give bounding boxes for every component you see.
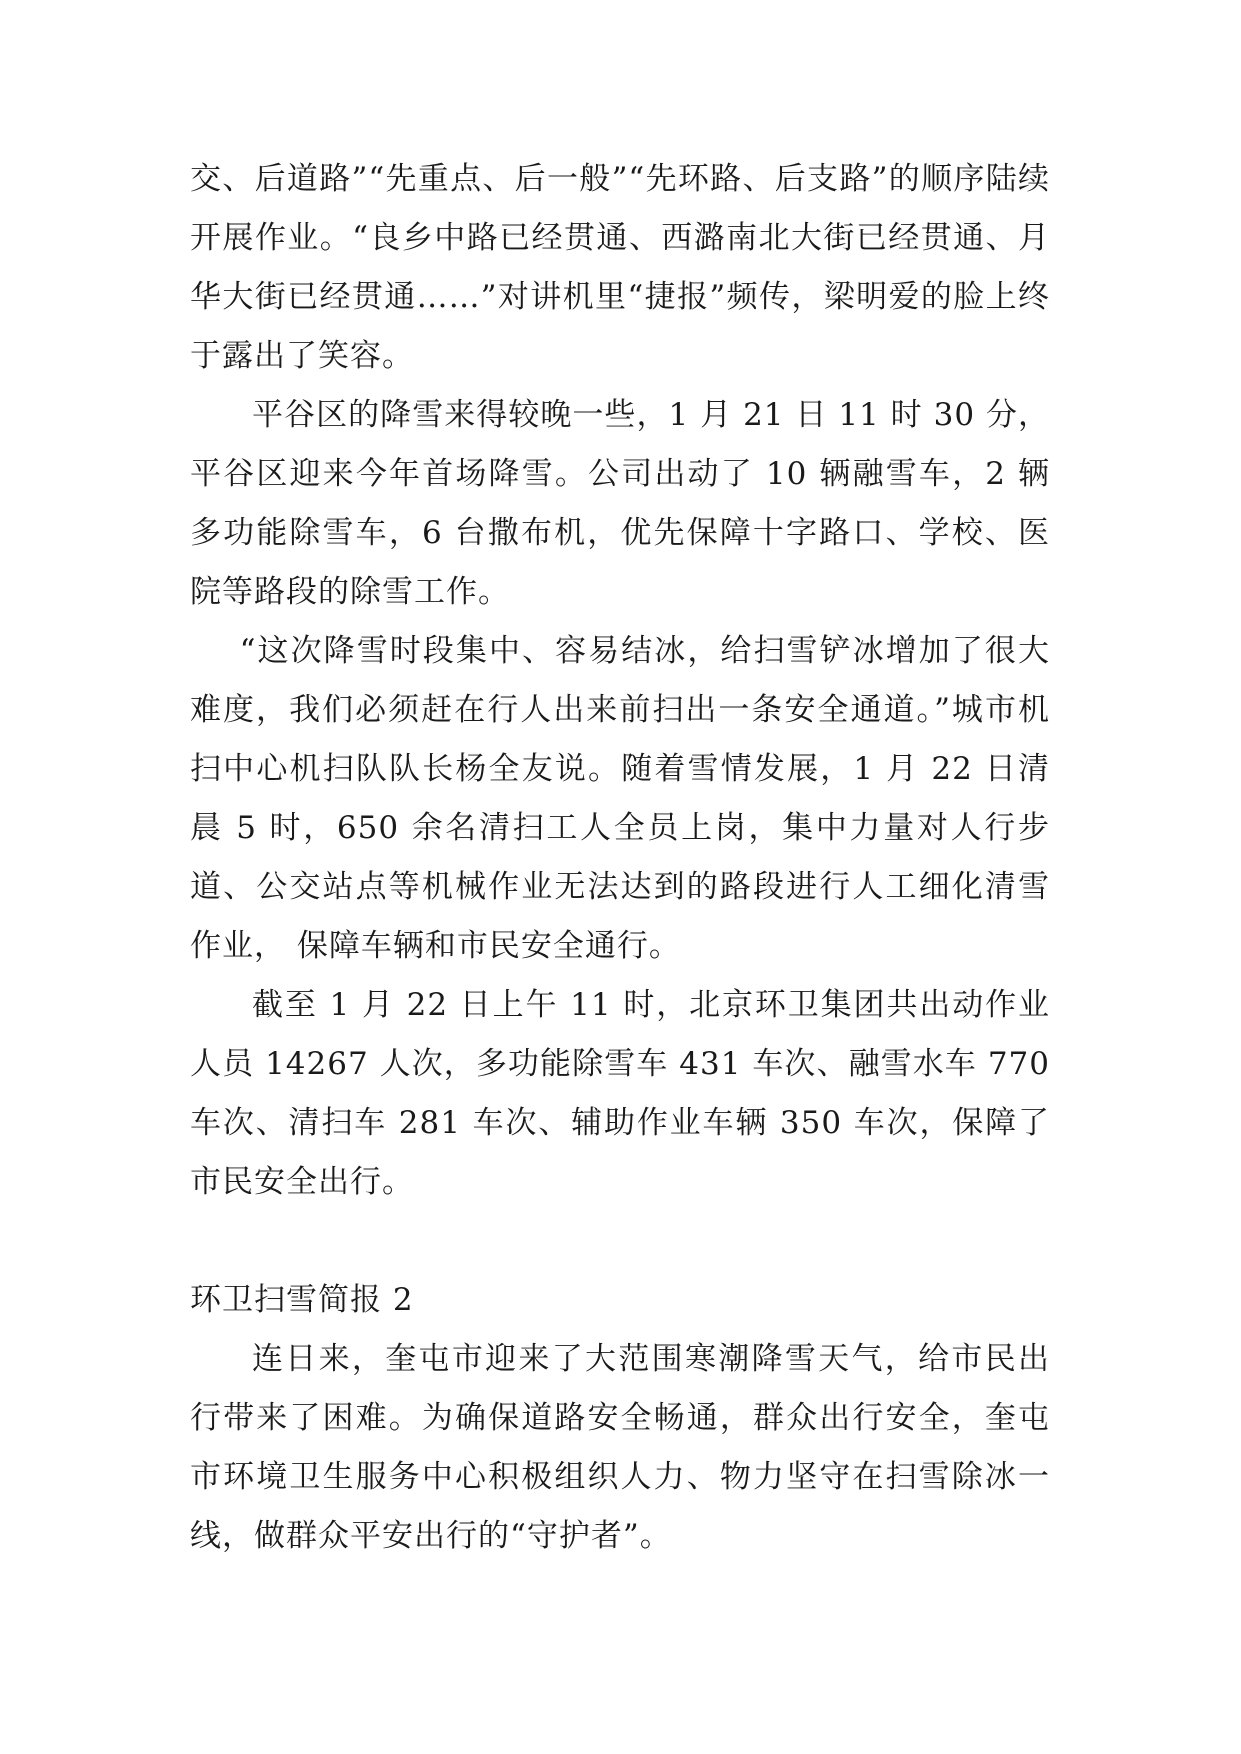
- paragraph-continued: 交、后道路”“先重点、后一般”“先环路、后支路”的顺序陆续开展作业。“良乡中路已经贯通、西潞南北大街已经贯通、月华大街已经贯通……”对讲机里“捷报”频传，梁明爱的脸上终于露出了笑容。: [190, 161, 1050, 374]
- paragraph-summary: 截至 1 月 22 日上午 11 时，北京环卫集团共出动作业人员 14267 人次，多功能除雪车 431 车次、融雪水车 770 车次、清扫车 281 车次、辅助作业车辆 350 车次，保障了市民安全出行。: [190, 987, 1050, 1200]
- paragraph-quote: “这次降雪时段集中、容易结冰，给扫雪铲冰增加了很大难度，我们必须赶在行人出来前扫出一条安全通道。”城市机扫中心机扫队队长杨全友说。随着雪情发展，1 月 22 日清晨 5 时，650 余名清扫工人全员上岗，集中力量对人行步道、公交站点等机械作业无法达到的路段进行人工细化清雪作业， 保障车辆和市民安全通行。: [190, 633, 1050, 964]
- paragraph-pinggu: 平谷区的降雪来得较晚一些，1 月 21 日 11 时 30 分，平谷区迎来今年首场降雪。公司出动了 10 辆融雪车，2 辆多功能除雪车，6 台撒布机，优先保障十字路口、学校、医院等路段的除雪工作。: [190, 397, 1050, 610]
- section-title: 环卫扫雪简报 2: [190, 1282, 414, 1318]
- document-body: [190, 150, 1050, 1566]
- paragraph-kuitun: 连日来，奎屯市迎来了大范围寒潮降雪天气，给市民出行带来了困难。为确保道路安全畅通，群众出行安全，奎屯市环境卫生服务中心积极组织人力、物力坚守在扫雪除冰一线，做群众平安出行的“守护者”。: [190, 1341, 1050, 1554]
